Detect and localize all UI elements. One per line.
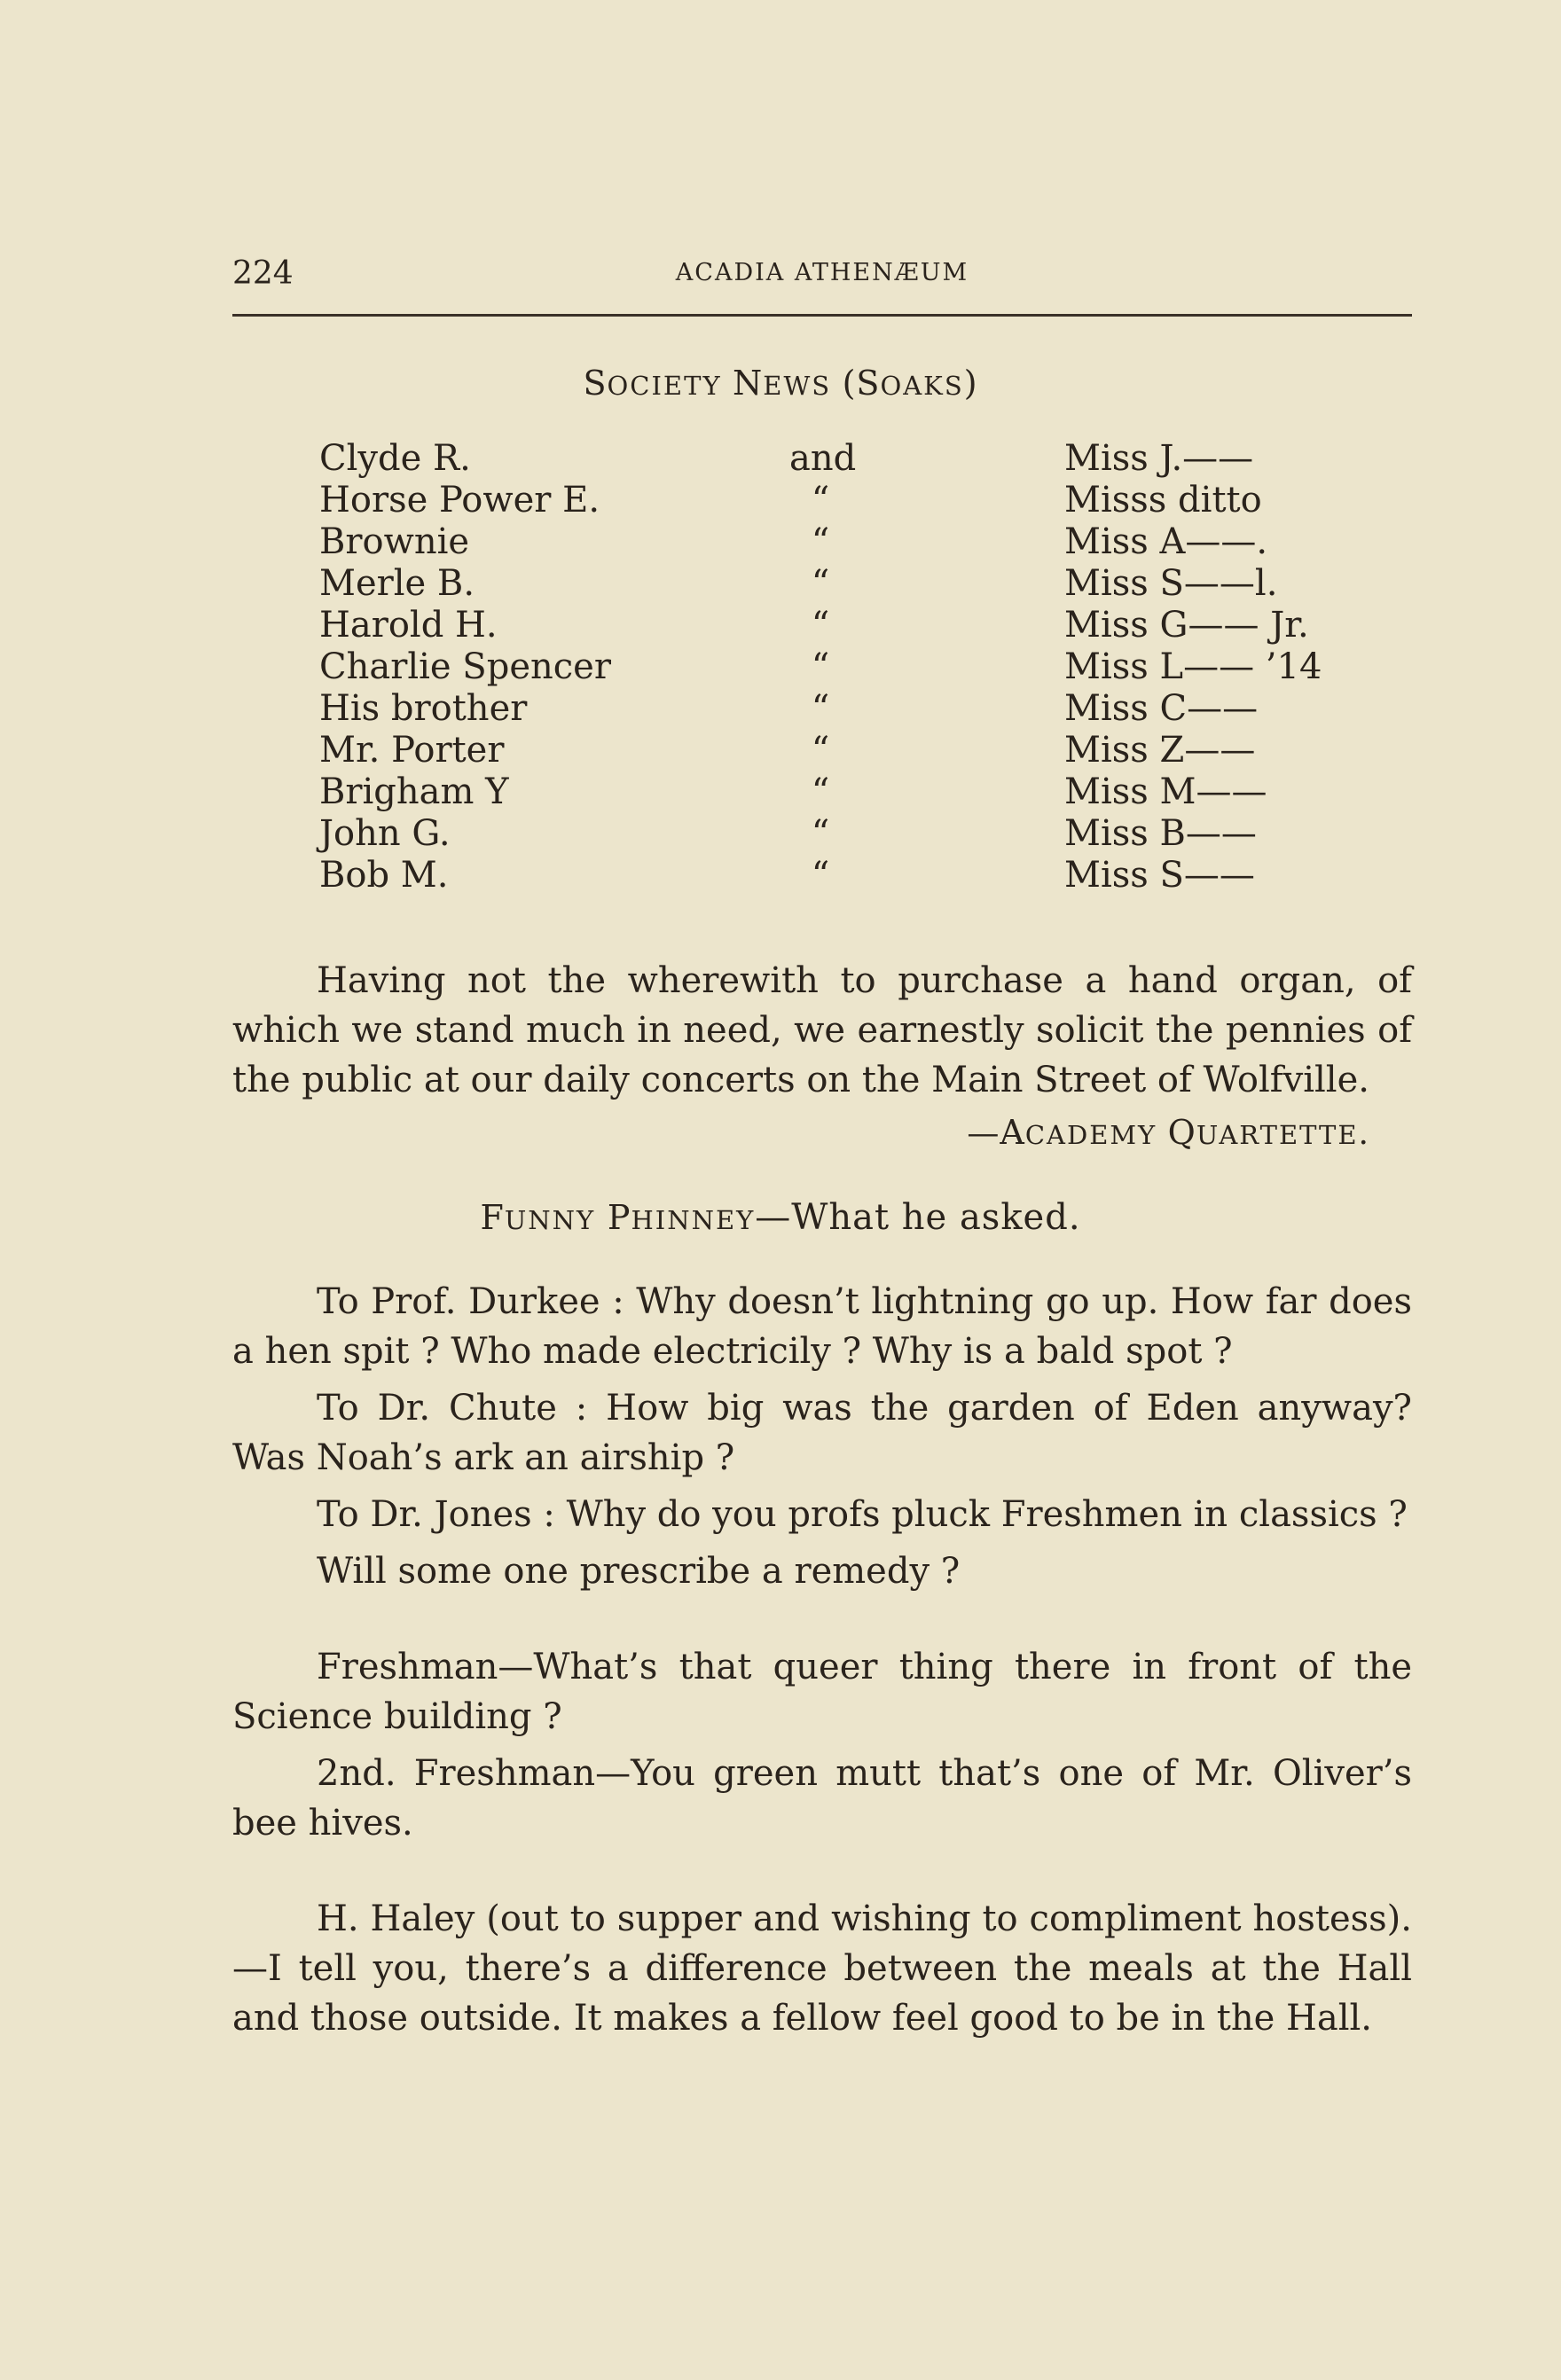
list-item: [0, 813, 1561, 856]
gentleman-name: Bob M.: [319, 855, 449, 896]
ditto-mark: “: [811, 855, 830, 896]
list-item: [0, 646, 1561, 689]
ditto-mark: “: [811, 771, 830, 812]
chute-questions: To Dr. Chute : How big was the garden of Eden anyway? Was Noah’s ark an airship ?: [232, 1388, 1412, 1478]
page-number: 224: [232, 255, 294, 292]
lady-name: Miss S——: [1064, 855, 1255, 896]
haley-anecdote: H. Haley (out to supper and wishing to compliment hostess). —I tell you, there’s a difference between the meals at the Hall and those outside. It makes a fellow feel good to be in the Hall.: [232, 1899, 1412, 2039]
lady-name: Miss G—— Jr.: [1064, 605, 1309, 646]
quartette-signature: —ACADEMY QUARTETTE.: [967, 1113, 1369, 1152]
gentleman-name: Mr. Porter: [319, 730, 505, 771]
ditto-mark: “: [811, 730, 830, 771]
connector: and: [789, 438, 857, 479]
lady-name: Miss L—— ’14: [1064, 646, 1322, 687]
header-rule: [232, 314, 1412, 317]
ditto-mark: “: [811, 646, 830, 687]
lady-name: Miss J.——: [1064, 438, 1254, 479]
list-item: [0, 605, 1561, 647]
lady-name: Miss C——: [1064, 688, 1259, 729]
gentleman-name: Harold H.: [319, 605, 498, 646]
list-item: [0, 563, 1561, 606]
ditto-mark: “: [811, 605, 830, 646]
list-item: [0, 730, 1561, 772]
lady-name: Miss M——: [1064, 771, 1267, 812]
running-title: ACADIA ATHENÆUM: [675, 259, 969, 286]
list-item: [0, 521, 1561, 564]
gentleman-name: Brigham Y: [319, 771, 509, 812]
gentleman-name: Brownie: [319, 521, 470, 562]
page-header: [232, 255, 1412, 294]
list-item: [0, 855, 1561, 897]
freshman-reply: 2nd. Freshman—You green mutt that’s one of Mr. Oliver’s bee hives.: [232, 1753, 1412, 1844]
funny-phinney-heading: FUNNY PHINNEY—What he asked.: [480, 1197, 1081, 1238]
list-item: [0, 688, 1561, 731]
gentleman-name: John G.: [319, 813, 451, 854]
society-news-title: SOCIETY NEWS (SOAKS): [583, 364, 978, 403]
ditto-mark: “: [811, 688, 830, 729]
lady-name: Miss S——l.: [1064, 563, 1278, 604]
ditto-mark: “: [811, 480, 830, 521]
list-item: [0, 771, 1561, 814]
lady-name: Miss Z——: [1064, 730, 1256, 771]
jones-question: To Dr. Jones : Why do you profs pluck Freshmen in classics ?: [317, 1494, 1408, 1535]
lady-name: Misss ditto: [1064, 480, 1262, 521]
freshman-question: Freshman—What’s that queer thing there in front of the Science building ?: [232, 1647, 1412, 1737]
gentleman-name: His brother: [319, 688, 528, 729]
list-item: [0, 438, 1561, 481]
durkee-questions: To Prof. Durkee : Why doesn’t lightning go up. How far does a hen spit ? Who made electricily ? Why is a bald spot ?: [232, 1281, 1412, 1372]
quartette-paragraph: Having not the wherewith to purchase a hand organ, of which we stand much in need, we earnestly solicit the pennies of the public at our daily concerts on the Main Street of Wolfville.: [232, 960, 1412, 1100]
ditto-mark: “: [811, 813, 830, 854]
gentleman-name: Charlie Spencer: [319, 646, 611, 687]
list-item: [0, 480, 1561, 522]
lady-name: Miss B——: [1064, 813, 1257, 854]
lady-name: Miss A——.: [1064, 521, 1268, 562]
remedy-question: Will some one prescribe a remedy ?: [317, 1551, 961, 1592]
gentleman-name: Horse Power E.: [319, 480, 600, 521]
gentleman-name: Clyde R.: [319, 438, 471, 479]
ditto-mark: “: [811, 521, 830, 562]
ditto-mark: “: [811, 563, 830, 604]
gentleman-name: Merle B.: [319, 563, 475, 604]
